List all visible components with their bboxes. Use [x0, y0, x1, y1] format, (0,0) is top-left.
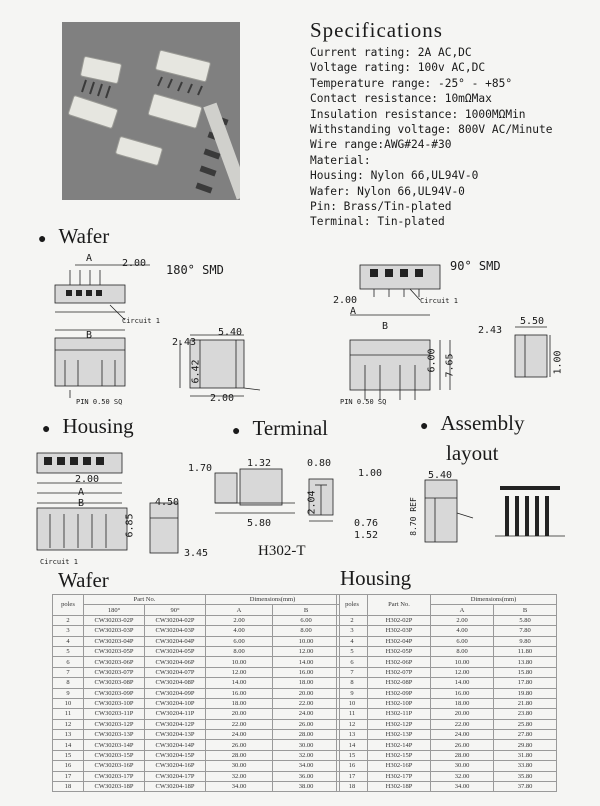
circuit-label: Circuit 1: [122, 317, 160, 325]
table-cell: 14: [337, 740, 368, 750]
table-cell: CW30203-16P: [84, 761, 145, 771]
bullet-icon: ●: [42, 422, 51, 437]
dim-a-label: A: [350, 306, 357, 317]
bullet-icon: ●: [232, 424, 241, 439]
table-cell: 18.00: [431, 698, 494, 708]
table-cell: 3: [337, 626, 368, 636]
table-row: [53, 626, 340, 636]
table-cell: H302-08P: [368, 678, 431, 688]
dim-label: 5.80: [247, 518, 272, 529]
table-cell: 20.00: [206, 709, 273, 719]
table-cell: 16: [53, 761, 84, 771]
table-cell: CW30203-14P: [84, 740, 145, 750]
table-cell: 27.80: [494, 730, 557, 740]
table-cell: 11: [337, 709, 368, 719]
spec-line: Insulation resistance: 1000MΩMin: [310, 107, 526, 121]
table-cell: 9: [53, 688, 84, 698]
bullet-icon: ●: [420, 419, 429, 434]
table-cell: 5: [337, 646, 368, 656]
table-cell: 15: [337, 750, 368, 760]
wafer-180-smd-label: 180° SMD: [166, 263, 224, 277]
table-cell: CW30203-02P: [84, 615, 145, 625]
dim-label: 2.00: [75, 474, 100, 485]
table-cell: H302-05P: [368, 646, 431, 656]
dim-label: 2.00: [210, 393, 235, 404]
dims-header: Dimensions(mm): [206, 595, 340, 605]
table-cell: 34.00: [273, 761, 340, 771]
dim-label: 2.43: [172, 337, 197, 348]
table-cell: CW30204-08P: [145, 678, 206, 688]
table-cell: 26.00: [206, 740, 273, 750]
table-cell: CW30204-07P: [145, 667, 206, 677]
table-row: [53, 782, 340, 792]
table-row: [53, 688, 340, 698]
table-row: [53, 771, 340, 781]
table-cell: 22.00: [206, 719, 273, 729]
table-cell: 8.00: [273, 626, 340, 636]
table-row: [53, 709, 340, 719]
table-cell: 25.80: [494, 719, 557, 729]
table-cell: 21.80: [494, 698, 557, 708]
spec-line: Terminal: Tin-plated: [310, 215, 445, 229]
table-row: [337, 750, 557, 760]
spec-line: Housing: Nylon 66,UL94V-0: [310, 169, 479, 183]
180-header: 180°: [84, 605, 145, 615]
dim-label: 6.00: [426, 348, 438, 373]
table-cell: 12.00: [206, 667, 273, 677]
spec-line: Wafer: Nylon 66,UL94V-0: [310, 184, 465, 198]
spec-line: Contact resistance: 10mΩMax: [310, 92, 492, 106]
table-cell: H302-11P: [368, 709, 431, 719]
table-cell: CW30203-12P: [84, 719, 145, 729]
table-row: [53, 678, 340, 688]
table-cell: 4: [53, 636, 84, 646]
table-cell: H302-10P: [368, 698, 431, 708]
table-cell: 22.00: [431, 719, 494, 729]
table-cell: CW30204-17P: [145, 771, 206, 781]
table-row: [337, 667, 557, 677]
table-cell: 4.00: [206, 626, 273, 636]
table-row: [337, 761, 557, 771]
table-cell: CW30204-04P: [145, 636, 206, 646]
pin-label: PIN 0.50 SQ: [76, 398, 123, 406]
table-cell: CW30203-03P: [84, 626, 145, 636]
table-cell: 30.00: [273, 740, 340, 750]
table-row: [337, 688, 557, 698]
table-cell: 5: [53, 646, 84, 656]
dim-label: 2.04: [306, 490, 318, 515]
table-cell: 38.00: [273, 782, 340, 792]
table-cell: CW30204-13P: [145, 730, 206, 740]
table-row: [337, 657, 557, 667]
dim-b-header: B: [494, 605, 557, 615]
connector-photo-image: [62, 22, 240, 200]
table-row: [53, 730, 340, 740]
table-cell: 7: [337, 667, 368, 677]
table-row: [337, 646, 557, 656]
specifications-title: Specifications: [310, 18, 443, 42]
table-row: [53, 750, 340, 760]
poles-header: poles: [337, 595, 368, 616]
table-cell: 16: [337, 761, 368, 771]
table-cell: 2: [53, 615, 84, 625]
table-row: [337, 719, 557, 729]
table-cell: 10.00: [273, 636, 340, 646]
spec-line: Withstanding voltage: 800V AC/Minute: [310, 123, 553, 137]
table-cell: 35.80: [494, 771, 557, 781]
dim-label: 2.00: [333, 295, 358, 306]
table-cell: 18: [337, 782, 368, 792]
table-cell: 16.00: [431, 688, 494, 698]
table-row: [337, 782, 557, 792]
table-row: [53, 646, 340, 656]
table-cell: 18.00: [273, 678, 340, 688]
dim-label: 1.32: [247, 458, 272, 469]
table-cell: 6.00: [206, 636, 273, 646]
table-cell: CW30204-18P: [145, 782, 206, 792]
table-cell: CW30204-16P: [145, 761, 206, 771]
table-cell: 10: [53, 698, 84, 708]
table-cell: CW30203-08P: [84, 678, 145, 688]
table-cell: CW30204-09P: [145, 688, 206, 698]
dim-b-label: B: [382, 321, 389, 332]
table-row: [337, 730, 557, 740]
table-cell: CW30204-10P: [145, 698, 206, 708]
table-cell: 15: [53, 750, 84, 760]
dim-label: 1.00: [358, 468, 383, 479]
terminal-drawing: [185, 455, 375, 545]
wafer-90-smd-label: 90° SMD: [450, 259, 501, 273]
table-cell: H302-16P: [368, 761, 431, 771]
table-cell: 10.00: [206, 657, 273, 667]
partno-header: Part No.: [84, 595, 206, 605]
assembly-drawing: [395, 468, 570, 553]
table-cell: 37.80: [494, 782, 557, 792]
table-cell: CW30203-07P: [84, 667, 145, 677]
table-cell: 5.80: [494, 615, 557, 625]
table-cell: CW30203-13P: [84, 730, 145, 740]
spec-line: Voltage rating: 100v AC,DC: [310, 61, 486, 75]
table-cell: 16.00: [273, 667, 340, 677]
table-cell: H302-02P: [368, 615, 431, 625]
table-row: [53, 636, 340, 646]
dim-label: 5.40: [428, 470, 453, 481]
table-cell: CW30204-02P: [145, 615, 206, 625]
table-row: [53, 761, 340, 771]
table-cell: 28.00: [431, 750, 494, 760]
table-cell: 17: [53, 771, 84, 781]
table-cell: 36.00: [273, 771, 340, 781]
table-cell: 18: [53, 782, 84, 792]
table-cell: 6.00: [273, 615, 340, 625]
specifications-list: [310, 45, 595, 230]
table-cell: 34.00: [431, 782, 494, 792]
dim-label: 1.70: [188, 463, 213, 474]
table-cell: 13: [337, 730, 368, 740]
table-cell: H302-13P: [368, 730, 431, 740]
wafer-heading: ● Wafer: [38, 224, 110, 248]
housing-table: [336, 594, 557, 792]
table-cell: 32.00: [273, 750, 340, 760]
table-cell: 12.00: [273, 646, 340, 656]
dim-b-header: B: [273, 605, 340, 615]
table-cell: CW30203-17P: [84, 771, 145, 781]
dim-label: 4.50: [155, 497, 180, 508]
table-cell: 14.00: [431, 678, 494, 688]
table-row: [337, 615, 557, 625]
table-cell: 6: [53, 657, 84, 667]
housing-table-body: [337, 615, 557, 792]
spec-line: Wire range:AWG#24-#30: [310, 138, 452, 152]
table-cell: CW30203-09P: [84, 688, 145, 698]
table-row: [337, 771, 557, 781]
housing-heading: ● Housing: [42, 414, 134, 438]
table-cell: 10.00: [431, 657, 494, 667]
wafer-90-drawing: [320, 255, 560, 410]
table-cell: H302-17P: [368, 771, 431, 781]
table-cell: 9: [337, 688, 368, 698]
dim-b-label: B: [86, 330, 93, 341]
table-row: [337, 678, 557, 688]
table-cell: 33.80: [494, 761, 557, 771]
table-cell: 4: [337, 636, 368, 646]
wafer-table-title: Wafer: [58, 568, 109, 592]
wafer-table-body: [53, 615, 340, 792]
table-row: [53, 740, 340, 750]
table-row: [53, 698, 340, 708]
spec-line: Current rating: 2A AC,DC: [310, 46, 472, 59]
table-cell: CW30204-14P: [145, 740, 206, 750]
table-row: [337, 698, 557, 708]
dim-label: 3.45: [184, 548, 209, 559]
spec-line: Pin: Brass/Tin-plated: [310, 200, 452, 214]
product-photo: [62, 22, 240, 200]
table-cell: 2: [337, 615, 368, 625]
table-cell: H302-18P: [368, 782, 431, 792]
table-cell: CW30204-05P: [145, 646, 206, 656]
dim-label: 0.80: [307, 458, 332, 469]
table-cell: CW30203-05P: [84, 646, 145, 656]
assembly-heading: ● Assembly layout: [420, 411, 525, 465]
table-cell: 24.00: [273, 709, 340, 719]
dim-label: 5.50: [520, 316, 545, 327]
table-cell: 28.00: [206, 750, 273, 760]
table-cell: 8: [337, 678, 368, 688]
table-cell: 11.80: [494, 646, 557, 656]
table-cell: 17.80: [494, 678, 557, 688]
90-header: 90°: [145, 605, 206, 615]
table-cell: 30.00: [206, 761, 273, 771]
table-row: [337, 636, 557, 646]
dim-label: 1.52: [354, 530, 379, 541]
table-cell: 12: [337, 719, 368, 729]
dim-a-header: A: [431, 605, 494, 615]
table-cell: 24.00: [206, 730, 273, 740]
terminal-model-label: H302-T: [258, 543, 306, 559]
table-cell: 4.00: [431, 626, 494, 636]
pin-label: PIN 0.50 SQ: [340, 398, 387, 406]
table-cell: 26.00: [273, 719, 340, 729]
table-cell: 9.80: [494, 636, 557, 646]
table-row: [53, 615, 340, 625]
table-cell: H302-04P: [368, 636, 431, 646]
table-cell: 18.00: [206, 698, 273, 708]
table-row: [337, 626, 557, 636]
table-cell: CW30204-11P: [145, 709, 206, 719]
table-cell: 30.00: [431, 761, 494, 771]
table-cell: 26.00: [431, 740, 494, 750]
terminal-heading: ● Terminal: [232, 416, 328, 440]
table-cell: 20.00: [273, 688, 340, 698]
table-cell: CW30203-06P: [84, 657, 145, 667]
table-cell: 10: [337, 698, 368, 708]
dim-label: 7.65: [444, 353, 456, 378]
spec-line: Material:: [310, 153, 371, 167]
table-cell: 32.00: [206, 771, 273, 781]
dim-label: 6.42: [190, 359, 202, 384]
dim-label: 5.40: [218, 327, 243, 338]
table-row: [53, 719, 340, 729]
table-cell: 16.00: [206, 688, 273, 698]
table-cell: 24.00: [431, 730, 494, 740]
table-cell: CW30203-04P: [84, 636, 145, 646]
table-cell: H302-07P: [368, 667, 431, 677]
table-cell: 31.80: [494, 750, 557, 760]
table-cell: 15.80: [494, 667, 557, 677]
table-cell: 12.00: [431, 667, 494, 677]
table-cell: 11: [53, 709, 84, 719]
circuit-label: Circuit 1: [40, 558, 78, 566]
table-cell: 6.00: [431, 636, 494, 646]
table-cell: CW30204-06P: [145, 657, 206, 667]
wafer-table: [52, 594, 340, 792]
table-row: [53, 667, 340, 677]
table-cell: H302-15P: [368, 750, 431, 760]
table-cell: CW30204-03P: [145, 626, 206, 636]
dim-label: 8.70 REF: [408, 497, 418, 536]
partno-header: Part No.: [368, 595, 431, 616]
table-cell: 13: [53, 730, 84, 740]
table-cell: 20.00: [431, 709, 494, 719]
table-cell: CW30203-10P: [84, 698, 145, 708]
dims-header: Dimensions(mm): [431, 595, 557, 605]
table-cell: 8.00: [431, 646, 494, 656]
table-cell: 32.00: [431, 771, 494, 781]
table-cell: 28.00: [273, 730, 340, 740]
table-cell: 23.80: [494, 709, 557, 719]
table-cell: 2.00: [431, 615, 494, 625]
table-cell: CW30204-15P: [145, 750, 206, 760]
dim-label: 1.00: [552, 350, 564, 375]
table-cell: 14.00: [273, 657, 340, 667]
table-cell: 19.80: [494, 688, 557, 698]
dim-label: 2.00: [122, 258, 147, 269]
dim-b-label: B: [78, 498, 85, 509]
table-cell: 29.80: [494, 740, 557, 750]
bullet-icon: ●: [38, 232, 47, 247]
circuit-label: Circuit 1: [420, 297, 458, 305]
table-cell: 8.00: [206, 646, 273, 656]
specifications-block: [310, 18, 595, 230]
table-cell: 14: [53, 740, 84, 750]
dim-a-label: A: [86, 253, 93, 264]
table-row: [53, 657, 340, 667]
table-cell: CW30203-15P: [84, 750, 145, 760]
table-row: [337, 740, 557, 750]
table-cell: 2.00: [206, 615, 273, 625]
table-cell: 17: [337, 771, 368, 781]
table-cell: 34.00: [206, 782, 273, 792]
table-cell: 3: [53, 626, 84, 636]
table-cell: H302-06P: [368, 657, 431, 667]
dim-label: 2.43: [478, 325, 503, 336]
table-cell: H302-14P: [368, 740, 431, 750]
table-cell: 7: [53, 667, 84, 677]
table-cell: H302-03P: [368, 626, 431, 636]
dim-label: 6.85: [124, 513, 136, 538]
table-cell: CW30203-18P: [84, 782, 145, 792]
dim-a-label: A: [78, 487, 85, 498]
table-cell: 6: [337, 657, 368, 667]
spec-line: Temperature range: -25° - +85°: [310, 76, 513, 90]
table-cell: CW30203-11P: [84, 709, 145, 719]
table-cell: 13.80: [494, 657, 557, 667]
table-row: [337, 709, 557, 719]
poles-header: poles: [53, 595, 84, 616]
dim-a-header: A: [206, 605, 273, 615]
dim-label: 0.76: [354, 518, 379, 529]
table-cell: H302-12P: [368, 719, 431, 729]
housing-table-title: Housing: [340, 566, 412, 590]
table-cell: 8: [53, 678, 84, 688]
table-cell: H302-09P: [368, 688, 431, 698]
table-cell: 14.00: [206, 678, 273, 688]
table-cell: CW30204-12P: [145, 719, 206, 729]
table-cell: 12: [53, 719, 84, 729]
table-cell: 22.00: [273, 698, 340, 708]
table-cell: 7.80: [494, 626, 557, 636]
